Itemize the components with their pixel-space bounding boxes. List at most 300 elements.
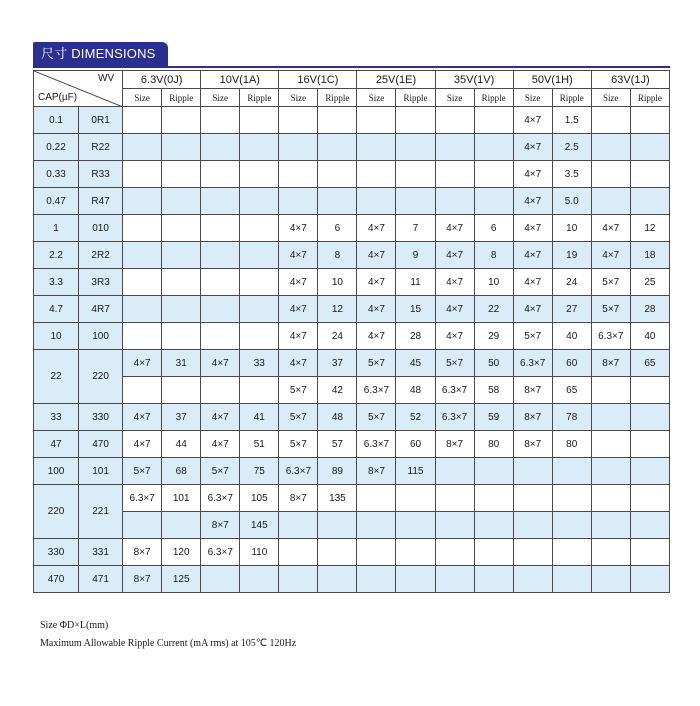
size-cell <box>357 107 396 134</box>
size-cell <box>435 512 474 539</box>
size-cell: 4×7 <box>123 431 162 458</box>
ripple-cell <box>240 134 279 161</box>
ripple-cell: 29 <box>474 323 513 350</box>
capacitance-code-cell: 4R7 <box>79 296 123 323</box>
ripple-cell <box>630 161 669 188</box>
size-cell <box>435 566 474 593</box>
table-row <box>34 458 670 485</box>
wv-label: WV <box>98 73 115 84</box>
ripple-subheader: Ripple <box>240 89 279 107</box>
ripple-cell: 57 <box>318 431 357 458</box>
size-cell: 4×7 <box>279 269 318 296</box>
size-cell: 6.3×7 <box>357 377 396 404</box>
ripple-cell <box>630 485 669 512</box>
capacitance-code-cell: 2R2 <box>79 242 123 269</box>
size-cell <box>591 107 630 134</box>
ripple-cell <box>162 296 201 323</box>
size-cell <box>201 323 240 350</box>
size-cell <box>591 404 630 431</box>
table-row <box>34 512 670 539</box>
capacitance-code-cell: 101 <box>79 458 123 485</box>
ripple-cell <box>162 242 201 269</box>
ripple-cell: 120 <box>162 539 201 566</box>
size-cell: 8×7 <box>201 512 240 539</box>
ripple-cell: 9 <box>396 242 435 269</box>
size-cell <box>357 485 396 512</box>
size-cell <box>591 512 630 539</box>
ripple-cell <box>474 188 513 215</box>
size-cell <box>591 431 630 458</box>
ripple-cell: 19 <box>552 242 591 269</box>
size-cell <box>591 377 630 404</box>
ripple-cell <box>318 539 357 566</box>
size-cell: 4×7 <box>513 242 552 269</box>
ripple-subheader: Ripple <box>318 89 357 107</box>
ripple-cell: 115 <box>396 458 435 485</box>
size-cell: 6.3×7 <box>357 431 396 458</box>
capacitance-cell: 2.2 <box>34 242 79 269</box>
size-subheader: Size <box>435 89 474 107</box>
capacitance-cell: 470 <box>34 566 79 593</box>
table-row <box>34 485 670 512</box>
ripple-cell: 80 <box>474 431 513 458</box>
capacitance-cell: 100 <box>34 458 79 485</box>
size-cell: 4×7 <box>123 404 162 431</box>
size-cell: 4×7 <box>201 404 240 431</box>
ripple-cell <box>162 512 201 539</box>
ripple-cell: 78 <box>552 404 591 431</box>
ripple-cell <box>396 134 435 161</box>
ripple-cell: 28 <box>396 323 435 350</box>
ripple-cell <box>240 269 279 296</box>
size-cell: 8×7 <box>123 539 162 566</box>
size-cell <box>513 458 552 485</box>
section-title: 尺寸 DIMENSIONS <box>33 42 168 66</box>
ripple-cell <box>396 107 435 134</box>
ripple-cell <box>396 512 435 539</box>
ripple-cell <box>318 566 357 593</box>
ripple-cell <box>396 161 435 188</box>
size-cell <box>357 134 396 161</box>
size-cell: 8×7 <box>435 431 474 458</box>
table-row <box>34 431 670 458</box>
size-cell <box>123 107 162 134</box>
size-cell <box>279 161 318 188</box>
ripple-cell <box>162 215 201 242</box>
ripple-cell <box>240 323 279 350</box>
ripple-cell: 65 <box>552 377 591 404</box>
ripple-cell <box>162 269 201 296</box>
ripple-cell <box>552 539 591 566</box>
ripple-cell <box>552 485 591 512</box>
ripple-cell <box>630 512 669 539</box>
size-cell <box>435 188 474 215</box>
table-row <box>34 296 670 323</box>
size-cell <box>357 539 396 566</box>
size-subheader: Size <box>201 89 240 107</box>
ripple-cell <box>630 458 669 485</box>
capacitance-cell: 330 <box>34 539 79 566</box>
size-cell: 4×7 <box>435 215 474 242</box>
capacitance-code-cell: R33 <box>79 161 123 188</box>
capacitance-cell: 0.1 <box>34 107 79 134</box>
ripple-cell: 3.5 <box>552 161 591 188</box>
size-cell <box>513 539 552 566</box>
ripple-cell <box>162 188 201 215</box>
ripple-cell <box>474 107 513 134</box>
size-cell <box>435 539 474 566</box>
ripple-cell <box>474 161 513 188</box>
ripple-cell <box>240 107 279 134</box>
size-cell <box>591 134 630 161</box>
ripple-cell: 10 <box>552 215 591 242</box>
size-subheader: Size <box>513 89 552 107</box>
capacitance-code-cell: 471 <box>79 566 123 593</box>
ripple-cell: 18 <box>630 242 669 269</box>
ripple-cell: 135 <box>318 485 357 512</box>
ripple-cell <box>630 188 669 215</box>
ripple-cell <box>552 566 591 593</box>
capacitance-code-cell: 100 <box>79 323 123 350</box>
size-cell <box>123 161 162 188</box>
size-cell: 8×7 <box>357 458 396 485</box>
size-cell: 4×7 <box>513 296 552 323</box>
ripple-cell <box>162 134 201 161</box>
capacitance-cell: 0.47 <box>34 188 79 215</box>
capacitance-code-cell: 331 <box>79 539 123 566</box>
size-cell <box>279 188 318 215</box>
voltage-header: 35V(1V) <box>435 71 513 89</box>
size-subheader: Size <box>279 89 318 107</box>
size-cell <box>435 485 474 512</box>
ripple-cell: 37 <box>162 404 201 431</box>
table-row <box>34 377 670 404</box>
ripple-cell <box>474 539 513 566</box>
ripple-cell: 22 <box>474 296 513 323</box>
table-row <box>34 188 670 215</box>
ripple-cell: 40 <box>552 323 591 350</box>
ripple-cell: 58 <box>474 377 513 404</box>
ripple-cell <box>630 377 669 404</box>
size-cell <box>201 269 240 296</box>
size-footnote: Size ΦD×L(mm) <box>40 620 109 631</box>
size-cell <box>591 458 630 485</box>
capacitance-cell: 4.7 <box>34 296 79 323</box>
ripple-cell: 41 <box>240 404 279 431</box>
table-row <box>34 134 670 161</box>
ripple-cell <box>162 161 201 188</box>
size-cell <box>435 107 474 134</box>
size-cell: 6.3×7 <box>435 404 474 431</box>
table-row <box>34 566 670 593</box>
size-cell: 5×7 <box>357 404 396 431</box>
size-subheader: Size <box>357 89 396 107</box>
table-row <box>34 323 670 350</box>
ripple-cell <box>630 404 669 431</box>
size-cell: 5×7 <box>591 269 630 296</box>
ripple-cell: 105 <box>240 485 279 512</box>
size-cell: 4×7 <box>279 215 318 242</box>
table-row <box>34 404 670 431</box>
ripple-subheader: Ripple <box>630 89 669 107</box>
ripple-footnote: Maximum Allowable Ripple Current (mA rms) at 105℃ 120Hz <box>40 638 297 649</box>
voltage-header: 16V(1C) <box>279 71 357 89</box>
table-row <box>34 269 670 296</box>
ripple-cell: 1.5 <box>552 107 591 134</box>
size-cell <box>591 566 630 593</box>
ripple-cell <box>162 107 201 134</box>
ripple-cell <box>240 188 279 215</box>
ripple-cell <box>474 485 513 512</box>
size-cell: 4×7 <box>201 350 240 377</box>
ripple-cell: 42 <box>318 377 357 404</box>
ripple-cell: 48 <box>396 377 435 404</box>
size-cell: 4×7 <box>513 188 552 215</box>
size-cell <box>513 512 552 539</box>
ripple-cell <box>630 431 669 458</box>
ripple-cell: 27 <box>552 296 591 323</box>
size-cell <box>123 188 162 215</box>
ripple-cell: 15 <box>396 296 435 323</box>
ripple-cell: 24 <box>552 269 591 296</box>
size-cell: 6.3×7 <box>513 350 552 377</box>
capacitance-code-cell: 3R3 <box>79 269 123 296</box>
size-cell: 8×7 <box>591 350 630 377</box>
ripple-cell: 33 <box>240 350 279 377</box>
ripple-cell <box>240 215 279 242</box>
size-cell <box>279 107 318 134</box>
size-cell: 4×7 <box>591 215 630 242</box>
ripple-cell: 40 <box>630 323 669 350</box>
ripple-cell: 125 <box>162 566 201 593</box>
size-cell: 5×7 <box>513 323 552 350</box>
ripple-cell: 5.0 <box>552 188 591 215</box>
size-cell: 4×7 <box>279 296 318 323</box>
capacitance-cell: 10 <box>34 323 79 350</box>
ripple-cell: 59 <box>474 404 513 431</box>
section-divider <box>33 66 670 68</box>
capacitance-cell: 33 <box>34 404 79 431</box>
ripple-cell: 60 <box>552 350 591 377</box>
capacitance-code-cell: 330 <box>79 404 123 431</box>
ripple-cell: 12 <box>630 215 669 242</box>
size-cell: 5×7 <box>357 350 396 377</box>
size-cell: 6.3×7 <box>435 377 474 404</box>
size-cell: 5×7 <box>279 431 318 458</box>
capacitance-cell: 0.33 <box>34 161 79 188</box>
voltage-header: 6.3V(0J) <box>123 71 201 89</box>
ripple-cell: 51 <box>240 431 279 458</box>
size-cell <box>357 566 396 593</box>
size-cell <box>201 296 240 323</box>
size-cell: 6.3×7 <box>201 539 240 566</box>
capacitance-cell: 22 <box>34 350 79 404</box>
ripple-cell <box>630 539 669 566</box>
ripple-cell <box>630 566 669 593</box>
size-cell: 4×7 <box>513 161 552 188</box>
size-cell <box>435 134 474 161</box>
ripple-cell <box>162 323 201 350</box>
size-cell <box>123 377 162 404</box>
ripple-cell <box>318 107 357 134</box>
ripple-cell: 48 <box>318 404 357 431</box>
ripple-cell: 8 <box>318 242 357 269</box>
ripple-cell: 7 <box>396 215 435 242</box>
capacitance-cell: 1 <box>34 215 79 242</box>
size-cell <box>201 134 240 161</box>
table-row <box>34 215 670 242</box>
size-cell <box>591 161 630 188</box>
ripple-cell <box>474 566 513 593</box>
ripple-cell <box>396 188 435 215</box>
table-corner-header <box>34 71 123 107</box>
ripple-cell: 52 <box>396 404 435 431</box>
ripple-cell <box>396 539 435 566</box>
size-cell: 4×7 <box>435 296 474 323</box>
size-subheader: Size <box>123 89 162 107</box>
ripple-cell: 44 <box>162 431 201 458</box>
ripple-subheader: Ripple <box>552 89 591 107</box>
size-cell: 8×7 <box>279 485 318 512</box>
capacitance-code-cell: 221 <box>79 485 123 539</box>
size-cell: 4×7 <box>279 323 318 350</box>
size-cell: 4×7 <box>357 323 396 350</box>
ripple-cell: 24 <box>318 323 357 350</box>
size-cell <box>123 215 162 242</box>
ripple-cell <box>630 107 669 134</box>
table-row <box>34 539 670 566</box>
ripple-cell: 6 <box>318 215 357 242</box>
size-cell <box>279 539 318 566</box>
capacitance-cell: 220 <box>34 485 79 539</box>
ripple-cell: 89 <box>318 458 357 485</box>
capacitance-cell: 0.22 <box>34 134 79 161</box>
ripple-cell: 31 <box>162 350 201 377</box>
size-cell: 4×7 <box>513 269 552 296</box>
ripple-cell <box>396 485 435 512</box>
size-cell: 5×7 <box>591 296 630 323</box>
ripple-cell: 60 <box>396 431 435 458</box>
ripple-cell: 145 <box>240 512 279 539</box>
capacitance-code-cell: R47 <box>79 188 123 215</box>
size-cell <box>123 323 162 350</box>
size-cell <box>591 539 630 566</box>
ripple-subheader: Ripple <box>396 89 435 107</box>
ripple-cell: 75 <box>240 458 279 485</box>
size-cell: 4×7 <box>435 269 474 296</box>
ripple-cell: 68 <box>162 458 201 485</box>
size-cell: 5×7 <box>435 350 474 377</box>
voltage-header: 50V(1H) <box>513 71 591 89</box>
size-cell <box>123 242 162 269</box>
table-row <box>34 242 670 269</box>
ripple-cell <box>552 458 591 485</box>
ripple-cell: 110 <box>240 539 279 566</box>
ripple-cell <box>552 512 591 539</box>
size-cell <box>123 296 162 323</box>
size-cell: 8×7 <box>513 404 552 431</box>
dimensions-table <box>33 70 670 593</box>
size-cell <box>279 566 318 593</box>
size-cell <box>201 188 240 215</box>
size-cell: 4×7 <box>279 350 318 377</box>
ripple-cell <box>474 458 513 485</box>
size-cell: 4×7 <box>201 431 240 458</box>
ripple-cell <box>318 512 357 539</box>
capacitance-code-cell: 220 <box>79 350 123 404</box>
size-cell <box>201 566 240 593</box>
capacitance-code-cell: 010 <box>79 215 123 242</box>
table-row <box>34 107 670 134</box>
ripple-cell: 80 <box>552 431 591 458</box>
size-cell <box>279 134 318 161</box>
cap-label: CAP(µF) <box>38 92 78 103</box>
size-cell: 4×7 <box>357 269 396 296</box>
ripple-cell: 65 <box>630 350 669 377</box>
size-cell <box>357 188 396 215</box>
ripple-subheader: Ripple <box>162 89 201 107</box>
size-cell: 4×7 <box>513 107 552 134</box>
capacitance-code-cell: 470 <box>79 431 123 458</box>
size-cell <box>123 269 162 296</box>
ripple-cell: 6 <box>474 215 513 242</box>
size-cell <box>201 377 240 404</box>
size-cell: 4×7 <box>279 242 318 269</box>
ripple-cell <box>396 566 435 593</box>
ripple-cell: 11 <box>396 269 435 296</box>
table-row <box>34 161 670 188</box>
size-cell <box>435 161 474 188</box>
ripple-cell: 45 <box>396 350 435 377</box>
size-cell: 5×7 <box>201 458 240 485</box>
ripple-cell <box>630 134 669 161</box>
ripple-cell: 101 <box>162 485 201 512</box>
size-cell: 5×7 <box>279 404 318 431</box>
size-cell: 5×7 <box>123 458 162 485</box>
capacitance-cell: 47 <box>34 431 79 458</box>
size-cell: 5×7 <box>279 377 318 404</box>
size-cell: 4×7 <box>513 215 552 242</box>
size-cell: 8×7 <box>513 431 552 458</box>
ripple-cell: 25 <box>630 269 669 296</box>
voltage-header: 63V(1J) <box>591 71 669 89</box>
size-cell: 8×7 <box>513 377 552 404</box>
ripple-cell <box>240 161 279 188</box>
ripple-subheader: Ripple <box>474 89 513 107</box>
size-cell <box>123 134 162 161</box>
size-cell: 4×7 <box>435 323 474 350</box>
ripple-cell <box>162 377 201 404</box>
ripple-cell <box>240 377 279 404</box>
size-cell: 4×7 <box>357 242 396 269</box>
size-subheader: Size <box>591 89 630 107</box>
size-cell <box>279 512 318 539</box>
size-cell <box>513 566 552 593</box>
size-cell: 4×7 <box>591 242 630 269</box>
size-cell: 4×7 <box>513 134 552 161</box>
size-cell: 4×7 <box>357 215 396 242</box>
size-cell: 6.3×7 <box>123 485 162 512</box>
size-cell <box>201 161 240 188</box>
capacitance-code-cell: 0R1 <box>79 107 123 134</box>
size-cell: 6.3×7 <box>591 323 630 350</box>
size-cell <box>357 161 396 188</box>
ripple-cell <box>318 134 357 161</box>
size-cell: 4×7 <box>435 242 474 269</box>
ripple-cell <box>474 134 513 161</box>
ripple-cell <box>240 566 279 593</box>
size-cell: 8×7 <box>123 566 162 593</box>
